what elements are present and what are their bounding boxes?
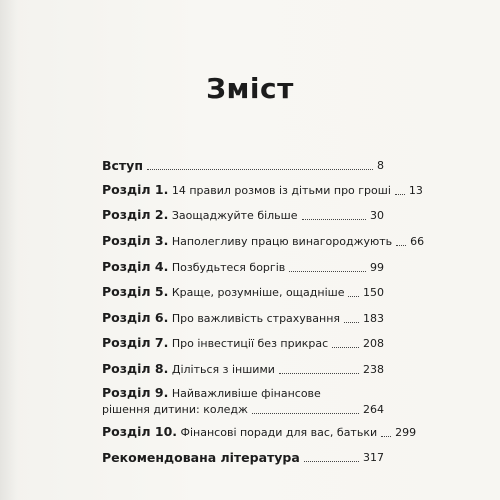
toc-entry-chapter-4 — [102, 259, 384, 276]
toc-page-number: 150 — [363, 286, 384, 299]
toc-entry-chapter-3 — [102, 233, 425, 250]
leader-dots — [348, 296, 359, 297]
toc-entry-title: Заощаджуйте більше — [171, 209, 298, 222]
leader-dots — [344, 322, 359, 323]
toc-page-number: 183 — [363, 312, 384, 325]
toc-entry-intro — [102, 158, 384, 174]
page-title: Зміст — [206, 72, 294, 105]
toc-entry-label: Розділ 4. — [102, 259, 169, 274]
toc-page-number: 66 — [410, 235, 425, 248]
toc-entry-label: Розділ 2. — [102, 207, 169, 222]
toc-page-number: 30 — [370, 209, 384, 222]
toc-entry-label: Розділ 6. — [102, 310, 169, 325]
toc-page-number: 299 — [395, 426, 417, 439]
toc-entry-title-line2: рішення дитини: коледж — [102, 403, 248, 416]
toc-page-number: 99 — [370, 261, 384, 274]
toc-entry-chapter-6 — [102, 310, 384, 327]
toc-entry-title: Про інвестиції без прикрас — [171, 337, 329, 350]
toc-entry-chapter-8 — [102, 361, 384, 378]
toc-entry-title: Про важливість страхування — [171, 312, 341, 325]
leader-dots — [147, 169, 373, 170]
leader-dots — [304, 461, 359, 462]
toc-page-number: 208 — [363, 337, 384, 350]
toc-entry-title: 14 правил розмов із дітьми про гроші — [171, 184, 391, 197]
leader-dots — [396, 245, 406, 246]
leader-dots — [279, 373, 359, 374]
leader-dots — [302, 219, 366, 220]
toc-entry-label: Розділ 10. — [102, 424, 178, 439]
toc-entry-label: Вступ — [102, 158, 143, 173]
toc-entry-label: Розділ 9. — [102, 385, 169, 400]
toc-entry-label: Розділ 8. — [102, 361, 169, 376]
toc-page-number: 238 — [363, 363, 384, 376]
leader-dots — [332, 347, 359, 348]
toc-page-number: 13 — [408, 184, 423, 197]
toc-entry-chapter-9 — [102, 385, 384, 418]
toc-entry-chapter-10 — [102, 424, 417, 441]
toc-entry-title: Позбудьтеся боргів — [171, 261, 286, 274]
toc-entry-label: Розділ 7. — [102, 335, 169, 350]
leader-dots — [395, 194, 405, 195]
toc-entry-label: Розділ 1. — [102, 182, 169, 197]
toc-entry-chapter-5 — [102, 284, 384, 301]
toc-entry-title: Наполегливу працю винагороджують — [171, 235, 393, 248]
toc-entry-chapter-7 — [102, 335, 384, 352]
toc-entry-label: Розділ 5. — [102, 284, 169, 299]
toc-entry-label: Рекомендована література — [102, 450, 300, 465]
toc-entry-label: Розділ 3. — [102, 233, 169, 248]
toc-entry-title-line1: Найважливіше фінансове — [171, 387, 321, 400]
toc-entry-chapter-2 — [102, 207, 384, 224]
toc-entry-title: Діліться з іншими — [171, 363, 275, 376]
toc-entry-chapter-1 — [102, 182, 423, 199]
toc-entry-title: Фінансові поради для вас, батьки — [180, 426, 378, 439]
leader-dots — [381, 436, 391, 437]
toc-page-number: 264 — [363, 403, 384, 416]
leader-dots — [252, 413, 359, 414]
toc-page-number: 317 — [363, 451, 384, 464]
toc-page-number: 8 — [377, 159, 384, 172]
toc-entry-recommended-reading — [102, 450, 384, 466]
toc-entry-title: Краще, розумніше, ощадніше — [171, 286, 345, 299]
leader-dots — [289, 271, 366, 272]
